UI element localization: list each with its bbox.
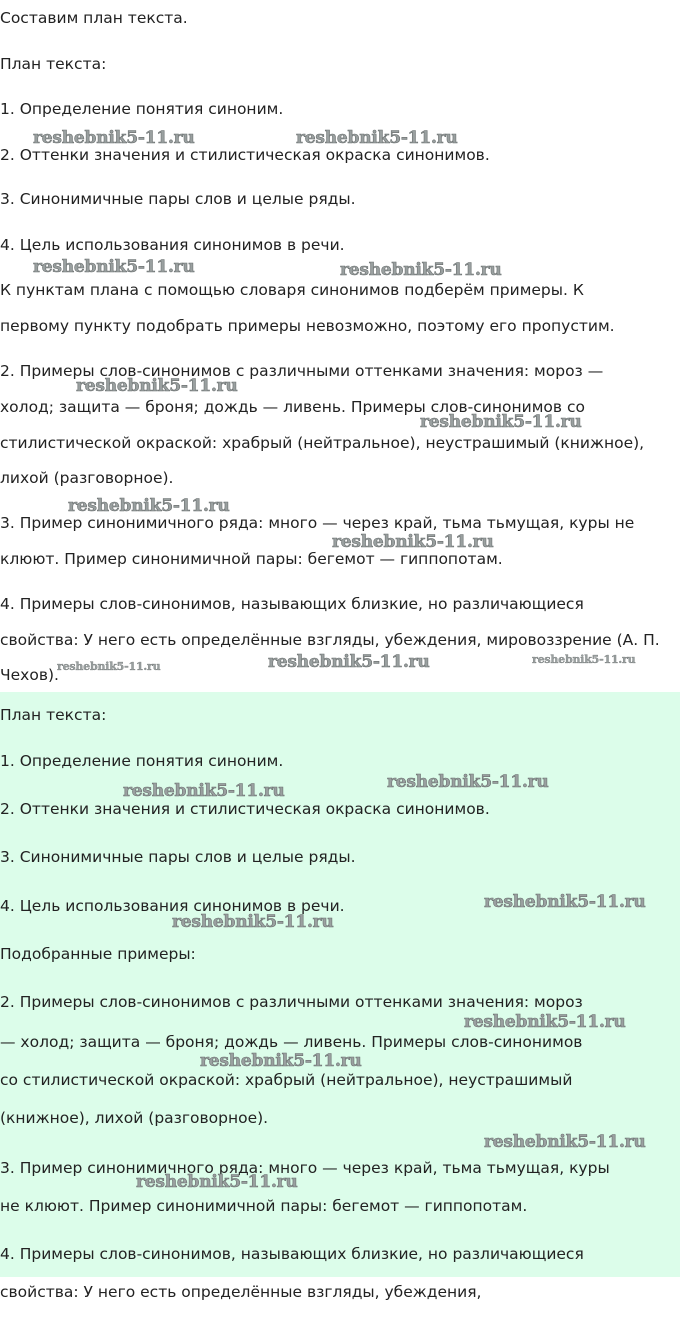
watermark: reshebnik5-11.ru <box>57 660 161 673</box>
watermark: reshebnik5-11.ru <box>387 772 549 792</box>
text-line: 3. Синонимичные пары слов и целые ряды. <box>0 190 356 208</box>
watermark: reshebnik5-11.ru <box>420 412 582 432</box>
text-line: свойства: У него есть определённые взгляды, убеждения, <box>0 1283 482 1301</box>
text-line: свойства: У него есть определённые взгляды, убеждения, мировоззрение (А. П. <box>0 631 660 649</box>
text-line: 2. Примеры слов-синонимов с различными оттенками значения: мороз — <box>0 362 604 380</box>
text-line: План текста: <box>0 55 107 73</box>
watermark: reshebnik5-11.ru <box>76 376 238 396</box>
watermark: reshebnik5-11.ru <box>296 128 458 148</box>
watermark: reshebnik5-11.ru <box>532 653 636 666</box>
text-line: 2. Примеры слов-синонимов с различными оттенками значения: мороз <box>0 993 583 1011</box>
text-line: 1. Определение понятия синоним. <box>0 100 284 118</box>
text-line: 1. Определение понятия синоним. <box>0 752 284 770</box>
text-line: клюют. Пример синонимичной пары: бегемот — гиппопотам. <box>0 550 503 568</box>
text-line: 3. Пример синонимичного ряда: много — через край, тьма тьмущая, куры <box>0 1159 610 1177</box>
text-line: 4. Цель использования синонимов в речи. <box>0 236 345 254</box>
watermark: reshebnik5-11.ru <box>332 532 494 552</box>
text-line: 2. Оттенки значения и стилистическая окраска синонимов. <box>0 800 490 818</box>
text-line: первому пункту подобрать примеры невозможно, поэтому его пропустим. <box>0 317 615 335</box>
text-line: 4. Примеры слов-синонимов, называющих близкие, но различающиеся <box>0 595 584 613</box>
text-line: План текста: <box>0 706 107 724</box>
text-line: со стилистической окраской: храбрый (нейтральное), неустрашимый <box>0 1071 573 1089</box>
highlighted-answer-section <box>0 692 680 1301</box>
text-line: 3. Пример синонимичного ряда: много — через край, тьма тьмущая, куры не <box>0 514 635 532</box>
watermark: reshebnik5-11.ru <box>200 1051 362 1071</box>
text-line: 4. Цель использования синонимов в речи. <box>0 897 345 915</box>
text-line: стилистической окраской: храбрый (нейтральное), неустрашимый (книжное), <box>0 434 645 452</box>
watermark: reshebnik5-11.ru <box>123 781 285 801</box>
text-line: К пунктам плана с помощью словаря синонимов подберём примеры. К <box>0 281 584 299</box>
text-line: 3. Синонимичные пары слов и целые ряды. <box>0 848 356 866</box>
text-line: холод; защита — броня; дождь — ливень. Примеры слов-синонимов со <box>0 398 585 416</box>
watermark: reshebnik5-11.ru <box>33 128 195 148</box>
text-line: — холод; защита — броня; дождь — ливень. Примеры слов-синонимов <box>0 1033 583 1051</box>
text-line: Подобранные примеры: <box>0 945 196 963</box>
watermark: reshebnik5-11.ru <box>340 260 502 280</box>
text-line: 2. Оттенки значения и стилистическая окраска синонимов. <box>0 146 490 164</box>
text-line: Чехов). <box>0 666 59 684</box>
watermark: reshebnik5-11.ru <box>464 1012 626 1032</box>
text-line: 4. Примеры слов-синонимов, называющих близкие, но различающиеся <box>0 1245 584 1263</box>
watermark: reshebnik5-11.ru <box>268 652 430 672</box>
watermark: reshebnik5-11.ru <box>484 1132 646 1152</box>
watermark: reshebnik5-11.ru <box>484 892 646 912</box>
text-line: лихой (разговорное). <box>0 469 174 487</box>
text-line: (книжное), лихой (разговорное). <box>0 1109 269 1127</box>
watermark: reshebnik5-11.ru <box>68 496 230 516</box>
text-line: не клюют. Пример синонимичной пары: бегемот — гиппопотам. <box>0 1197 528 1215</box>
watermark: reshebnik5-11.ru <box>33 257 195 277</box>
watermark: reshebnik5-11.ru <box>136 1172 298 1192</box>
watermark: reshebnik5-11.ru <box>172 912 334 932</box>
text-line: Составим план текста. <box>0 9 188 27</box>
